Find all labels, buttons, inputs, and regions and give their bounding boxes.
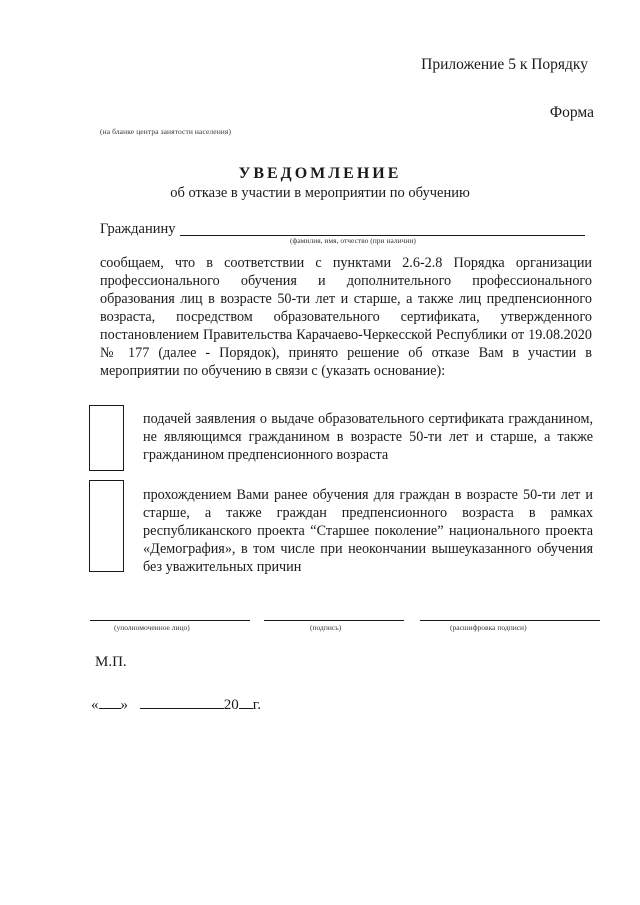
notice-body-text: сообщаем, что в соответствии с пунктами 2.6-2.8 Порядка организации профессионального обучения и дополнительного профессионального образования лиц в возрасте 50-ти лет и старше, а также лиц предпенсионного возраста, посредством образовательного сертификата, утвержденного постановлением Правительства Карачаево-Черкесской Республики от 19.08.2020 № 177 (далее - Порядок), принято решение об отказе Вам в участии в мероприятии по обучению в связи с (указать основание): (100, 255, 592, 379)
document-title: УВЕДОМЛЕНИЕ (238, 165, 402, 182)
option-1-text: подачей заявления о выдаче образовательного сертификата гражданином, не являющимся гражданином в возрасте 50-ти лет и старше, а также гражданином предпенсионного возраста (143, 411, 593, 463)
document-subtitle: об отказе в участии в мероприятии по обучению (170, 185, 470, 201)
signature-transcript-line[interactable] (420, 620, 600, 621)
date-row (91, 694, 261, 714)
form-label: Форма (549, 104, 594, 121)
stamp-place-label: М.П. (95, 654, 127, 670)
citizen-name-hint: (фамилия, имя, отчество (при наличии) (290, 236, 416, 245)
date-open-quote: « (91, 697, 99, 713)
option-2-text: прохождением Вами ранее обучения для граждан в возрасте 50-ти лет и старше, а также граждан предпенсионного возраста в рамках республиканского проекта “Старшее поколение” национального проекта «Демография», в том числе при неокончании вышеуказанного обучения без уважительных причин (143, 487, 593, 575)
appendix-reference: Приложение 5 к Порядку (421, 56, 588, 73)
signature-transcript-label: (расшифровка подписи) (450, 623, 527, 632)
date-close-quote: » (120, 697, 128, 713)
blank-note: (на бланке центра занятости населения) (100, 127, 232, 136)
option-2-checkbox[interactable] (89, 480, 124, 572)
signature-line[interactable] (264, 620, 404, 621)
citizen-label: Гражданину (100, 221, 176, 237)
signature-label: (подпись) (310, 623, 342, 632)
date-year-suffix: г. (252, 697, 261, 713)
option-1-checkbox[interactable] (89, 405, 124, 471)
date-century: 20 (223, 697, 239, 713)
date-year-blank[interactable] (239, 694, 253, 709)
date-month-blank[interactable] (140, 694, 224, 709)
authorized-person-label: (уполномоченное лицо) (114, 623, 190, 632)
authorized-person-line[interactable] (90, 620, 250, 621)
date-day-blank[interactable] (99, 694, 121, 709)
